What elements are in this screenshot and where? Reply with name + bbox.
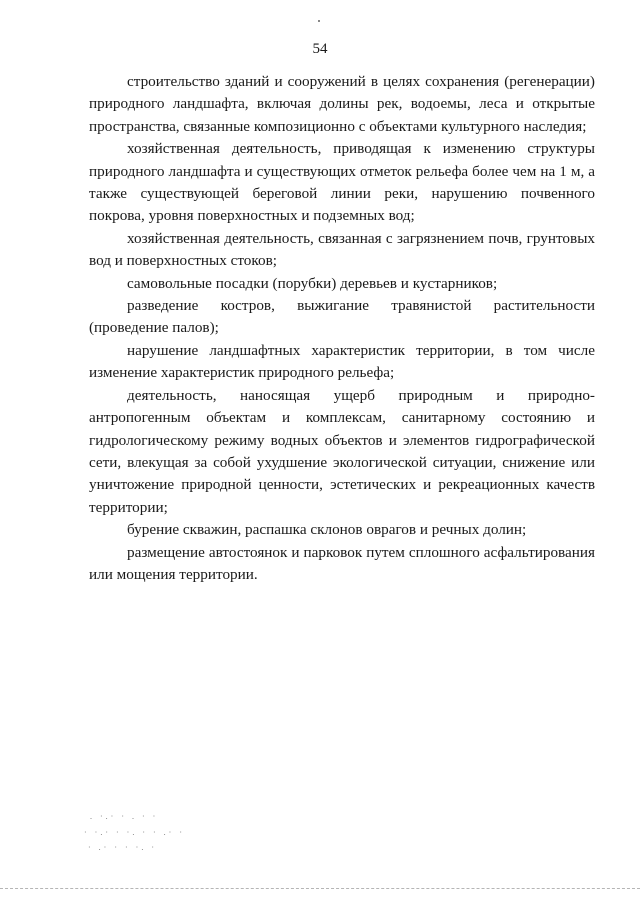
paragraph-8: бурение скважин, распашка склонов оврагов и речных долин; — [127, 521, 527, 539]
scan-noise-3: · .· · · ·. · — [88, 843, 157, 852]
page-number: 54 — [312, 41, 328, 57]
paragraph-4: самовольные посадки (порубки) деревьев и кустарников; — [127, 274, 498, 292]
paragraph-6: нарушение ландшафтных характеристик территории, в том числе изменение характеристик природного рельефа; — [89, 341, 595, 382]
bottom-scan-edge — [0, 888, 640, 889]
paragraph-7: деятельность, наносящая ущерб природным и природно-антропогенным объектам и комплексам, санитарному состоянию и гидрологическому режиму водных объектов и элементов гидрографической сети, влекущая за собой ухудшение экологической ситуации, снижение или уничтожение природной ценности, эстетических и рекреационных качеств территории; — [89, 386, 595, 516]
paragraph-5: разведение костров, выжигание травянистой растительности (проведение палов); — [89, 297, 595, 337]
paragraph-9: размещение автостоянок и парковок путем сплошного асфальтирования или мощения территории. — [89, 543, 595, 583]
paragraph-3: хозяйственная деятельность, связанная с загрязнением почв, грунтовых вод и поверхностных стоков; — [89, 229, 595, 270]
scan-noise-2: · ·.· · ·. · · .· · — [84, 828, 185, 837]
scan-speck — [318, 20, 320, 22]
scan-noise-1: . ·.· · . · · — [90, 812, 159, 821]
paragraph-1: строительство зданий и сооружений в целях сохранения (регенерации) природного ландшафта, включая долины рек, водоемы, леса и открытые пространства, связанные композиционно с объектами культурного наследия; — [89, 73, 595, 135]
document-body — [89, 71, 595, 586]
paragraph-2: хозяйственная деятельность, приводящая к изменению структуры природного ландшафта и существующих отметок рельефа более чем на 1 м, а также существующей береговой линии реки, нарушению почвенного покрова, уровня поверхностных и подземных вод; — [89, 140, 595, 225]
